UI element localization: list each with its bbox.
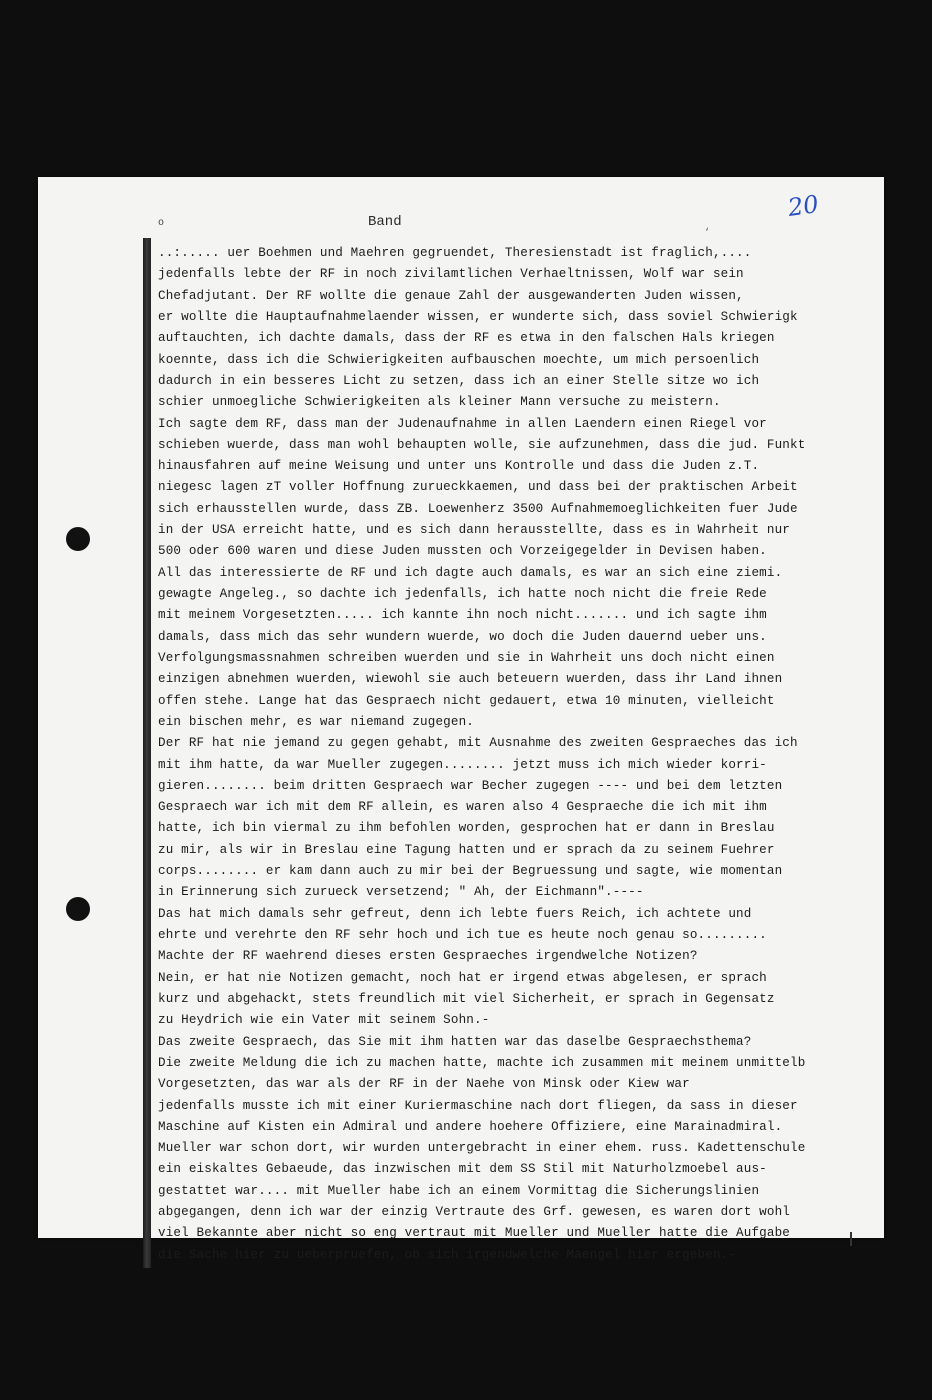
text-line: schieben wuerde, dass man wohl behaupten wolle, sie aufzunehmen, dass die jud. Funkt (158, 437, 806, 452)
text-line: niegesc lagen zT voller Hoffnung zurueckkaemen, und dass bei der praktischen Arbeit (158, 480, 798, 495)
corner-mark: o (158, 218, 165, 229)
text-line: koennte, dass ich die Schwierigkeiten aufbauschen moechte, um mich persoenlich (158, 352, 760, 367)
text-line: dadurch in ein besseres Licht zu setzen, dass ich an einer Stelle sitze wo ich (158, 373, 760, 388)
text-line: ein eiskaltes Gebaeude, das inzwischen mit dem SS Stil mit Naturholzmoebel aus- (158, 1162, 767, 1177)
text-line: Verfolgungsmassnahmen schreiben wuerden und sie in Wahrheit uns doch nicht einen (158, 650, 775, 665)
edge-mark (850, 1232, 852, 1246)
pen-tick-mark: ‘ (704, 228, 711, 239)
text-line: Das hat mich damals sehr gefreut, denn ich lebte fuers Reich, ich achtete und (158, 906, 752, 921)
text-line: jedenfalls lebte der RF in noch zivilamtlichen Verhaeltnissen, Wolf war sein (158, 267, 744, 282)
text-line: in Erinnerung sich zurueck versetzend; " Ah, der Eichmann".---- (158, 885, 644, 900)
punch-hole-top (66, 527, 90, 551)
text-line: Mueller war schon dort, wir wurden untergebracht in einer ehem. russ. Kadettenschule (158, 1141, 806, 1156)
text-line: kurz und abgehackt, stets freundlich mit viel Sicherheit, er sprach in Gegensatz (158, 991, 775, 1006)
text-line: gewagte Angeleg., so dachte ich jedenfalls, ich hatte noch nicht die freie Rede (158, 587, 767, 601)
text-line: Ich sagte dem RF, dass man der Judenaufnahme in allen Laendern einen Riegel vor (158, 416, 767, 431)
text-line: damals, dass mich das sehr wundern wuerde, wo doch die Juden dauernd ueber uns. (158, 629, 767, 644)
punch-hole-bottom (66, 897, 90, 921)
text-line: einzigen abnehmen wuerden, wiewohl sie auch beteuern wuerden, dass ihr Land ihnen (158, 672, 783, 687)
text-line: schier unmoegliche Schwierigkeiten als kleiner Mann versuche zu meistern. (158, 395, 721, 410)
text-line: Maschine auf Kisten ein Admiral und andere hoehere Offiziere, eine Marainadmiral. (158, 1119, 783, 1134)
body-text (158, 243, 834, 1266)
text-line: zu mir, als wir in Breslau eine Tagung hatten und er sprach da zu seinem Fuehrer (158, 842, 775, 857)
text-line: Chefadjutant. Der RF wollte die genaue Zahl der ausgewanderten Juden wissen, (158, 288, 744, 303)
text-line: Machte der RF waehrend dieses ersten Gespraeches irgendwelche Notizen? (158, 949, 698, 964)
text-line: er wollte die Hauptaufnahmelaender wissen, er wunderte sich, dass soviel Schwierigk (158, 309, 798, 324)
text-line: hinausfahren auf meine Weisung und unter uns Kontrolle und dass die Juden z.T. (158, 459, 760, 474)
text-line: zu Heydrich wie ein Vater mit seinem Sohn.- (158, 1013, 490, 1028)
text-line: jedenfalls musste ich mit einer Kuriermaschine nach dort fliegen, da sass in dieser (158, 1098, 798, 1113)
text-line: ..:..... uer Boehmen und Maehren gegruendet, Theresienstadt ist fraglich,.... (158, 246, 752, 260)
text-line: Das zweite Gespraech, das Sie mit ihm hatten war das daselbe Gespraechsthema? (158, 1034, 752, 1049)
text-line: Nein, er hat nie Notizen gemacht, noch hat er irgend etwas abgelesen, er sprach (158, 970, 767, 985)
text-line: auftauchten, ich dachte damals, dass der RF es etwa in den falschen Hals kriegen (158, 331, 775, 346)
text-line: corps........ er kam dann auch zu mir bei der Begruessung und sagte, wie momentan (158, 864, 783, 879)
text-line: Der RF hat nie jemand zu gegen gehabt, mit Ausnahme des zweiten Gespraeches das ich (158, 736, 798, 751)
text-line: sich erhausstellen wurde, dass ZB. Loewenherz 3500 Aufnahmemoeglichkeiten fuer Jude (158, 501, 798, 516)
text-line: ehrte und verehrte den RF sehr hoch und ich tue es heute noch genau so......... (158, 928, 767, 942)
text-line: hatte, ich bin viermal zu ihm befohlen worden, gesprochen hat er dann in Breslau (158, 821, 775, 836)
text-line: All das interessierte de RF und ich dagte auch damals, es war an sich eine ziemi. (158, 565, 783, 580)
text-line: in der USA erreicht hatte, und es sich dann herausstellte, dass es in Wahrheit nur (158, 523, 791, 538)
text-line: gestattet war.... mit Mueller habe ich an einem Vormittag die Sicherungslinien (158, 1183, 760, 1198)
text-line: 500 oder 600 waren und diese Juden mussten och Vorzeigegelder in Devisen haben. (158, 544, 767, 559)
handwritten-folio-number: 20 (786, 190, 821, 222)
text-line: mit meinem Vorgesetzten..... ich kannte ihn noch nicht....... und ich sagte ihm (158, 608, 767, 623)
text-line: Vorgesetzten, das war als der RF in der Naehe von Minsk oder Kiew war (158, 1077, 690, 1092)
text-line: Gespraech war ich mit dem RF allein, es waren also 4 Gespraeche die ich mit ihm (158, 800, 767, 815)
text-line: gieren........ beim dritten Gespraech war Becher zugegen ---- und bei dem letzten (158, 778, 783, 793)
page-header: Band (368, 214, 402, 230)
text-line: Die zweite Meldung die ich zu machen hatte, machte ich zusammen mit meinem unmittelb (158, 1055, 806, 1070)
text-line: ein bischen mehr, es war niemand zugegen. (158, 714, 475, 729)
text-line: abgegangen, denn ich war der einzig Vertraute des Grf. gewesen, es waren dort wohl (158, 1205, 791, 1220)
text-line: offen stehe. Lange hat das Gespraech nicht gedauert, etwa 10 minuten, vielleicht (158, 693, 775, 708)
text-line: viel Bekannte aber nicht so eng vertraut mit Mueller und Mueller hatte die Aufgabe (158, 1226, 791, 1241)
text-line: die Sache hier zu ueberpruefen, ob sich irgendwelche Maengel hier ergeben.- (158, 1247, 737, 1262)
left-margin-line (143, 238, 151, 1268)
text-line: mit ihm hatte, da war Mueller zugegen........ jetzt muss ich mich wieder korri- (158, 757, 767, 772)
